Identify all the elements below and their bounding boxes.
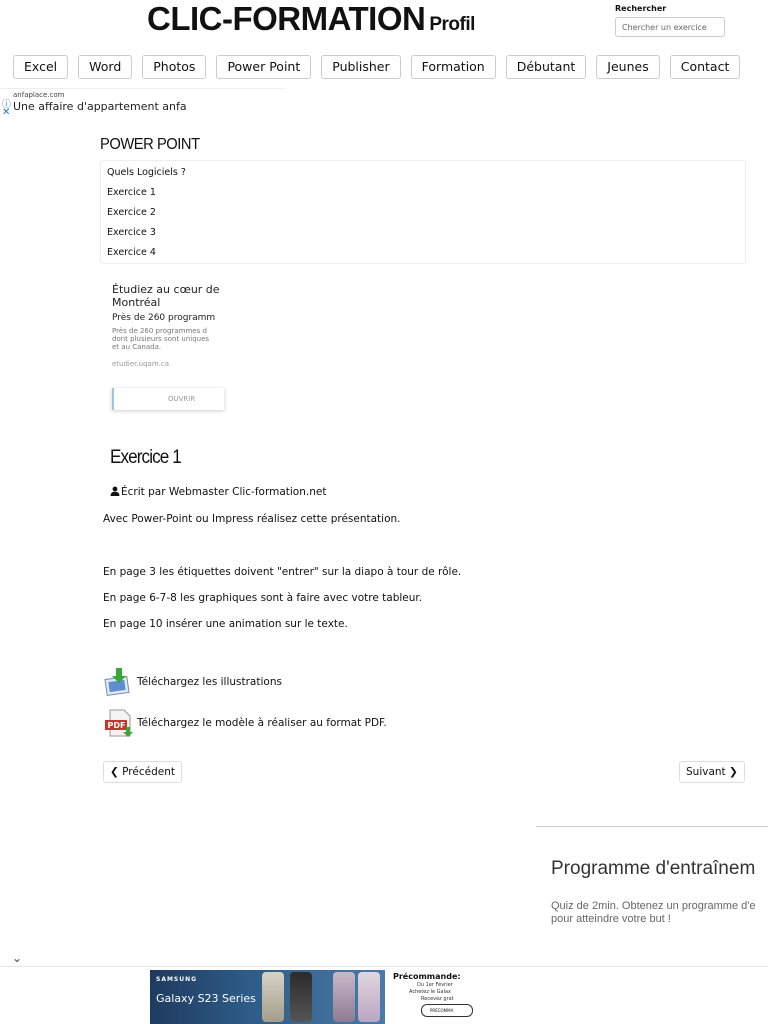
ad-bottom-side-button[interactable]: PRÉCOMMA	[421, 1004, 473, 1017]
menu-item-quels-logiciels[interactable]: Quels Logiciels ?	[107, 167, 186, 178]
download-pdf-text: Téléchargez le modèle à réaliser au format PDF.	[137, 717, 387, 729]
site-logo[interactable]	[147, 0, 475, 38]
collapse-ad-chevron-icon[interactable]: ⌄	[12, 951, 23, 965]
ad-bottom-side[interactable]	[385, 970, 465, 1024]
previous-label: Précédent	[122, 766, 175, 778]
article-paragraph: Avec Power-Point ou Impress réalisez cette présentation.	[103, 513, 401, 525]
ad-middle-desc	[112, 327, 209, 351]
menu-item-exercice-3[interactable]: Exercice 3	[107, 227, 156, 238]
ad-top-text[interactable]: Une affaire d'appartement anfa	[13, 100, 187, 113]
ad-bottom-side-line1: Du 1er Février	[417, 982, 453, 988]
article-author	[110, 486, 326, 498]
bottom-divider	[0, 966, 768, 967]
pdf-file-icon	[104, 709, 134, 737]
download-illustrations-text: Téléchargez les illustrations	[137, 676, 282, 688]
ad-info-icon[interactable]: ⓘ	[2, 100, 12, 110]
nav-contact[interactable]: Contact	[670, 55, 741, 79]
ad-middle-url: etudier.uqam.ca	[112, 360, 169, 368]
download-illustrations-link[interactable]	[104, 668, 282, 696]
download-image-icon	[104, 668, 134, 696]
ad-middle-desc-1: Près de 260 programmes d	[112, 327, 207, 335]
ad-bottom-product: Galaxy S23 Series	[156, 992, 256, 1005]
ad-right-divider	[536, 826, 768, 827]
phone-image	[262, 972, 284, 1022]
nav-photos[interactable]: Photos	[142, 55, 206, 79]
author-text: Écrit par Webmaster Clic-formation.net	[121, 486, 327, 498]
article-paragraph: En page 3 les étiquettes doivent "entrer" sur la diapo à tour de rôle.	[103, 566, 462, 578]
nav-excel[interactable]: Excel	[13, 55, 68, 79]
nav-publisher[interactable]: Publisher	[321, 55, 400, 79]
ad-right-desc-2: pour atteindre votre but !	[551, 913, 671, 925]
article-paragraph: En page 6-7-8 les graphiques sont à faire avec votre tableur.	[103, 592, 423, 604]
svg-text:PDF: PDF	[107, 721, 126, 730]
main-nav	[13, 55, 740, 79]
section-title: POWER POINT	[100, 136, 200, 153]
ad-middle-heading	[112, 283, 220, 309]
search-label: Rechercher	[615, 4, 667, 13]
ad-middle-open-button[interactable]: OUVRIR	[112, 388, 224, 410]
ad-right-desc-1: Quiz de 2min. Obtenez un programme d'e	[551, 900, 756, 912]
search-input[interactable]	[615, 17, 725, 37]
menu-item-exercice-4[interactable]: Exercice 4	[107, 247, 156, 258]
nav-word[interactable]: Word	[78, 55, 132, 79]
next-button[interactable]	[679, 761, 745, 783]
ad-bottom-brand: SAMSUNG	[156, 976, 198, 983]
ad-middle[interactable]	[101, 271, 220, 421]
next-label: Suivant	[686, 766, 726, 778]
logo-suffix: Profil	[429, 14, 475, 35]
nav-jeunes[interactable]: Jeunes	[596, 55, 659, 79]
ad-close-icon[interactable]: ✕	[2, 107, 11, 118]
menu-item-exercice-1[interactable]: Exercice 1	[107, 187, 156, 198]
chevron-right-icon: ❯	[729, 766, 738, 778]
ad-middle-desc-3: et au Canada.	[112, 343, 162, 351]
ad-middle-desc-2: dont plusieurs sont uniques	[112, 335, 210, 343]
ad-top-divider	[0, 88, 286, 89]
nav-power-point[interactable]: Power Point	[216, 55, 311, 79]
ad-bottom-banner[interactable]	[150, 970, 385, 1024]
ad-top-domain[interactable]: anfaplace.com	[13, 91, 65, 99]
ad-middle-heading-2: Montréal	[112, 296, 161, 309]
ad-bottom-side-line2: Achetez le Galax	[409, 989, 451, 995]
download-pdf-link[interactable]	[104, 709, 387, 737]
logo-text: CLIC-FORMATION	[147, 0, 426, 37]
phone-image	[333, 972, 355, 1022]
article-title: Exercice 1	[110, 447, 181, 468]
ad-bottom-side-line3: Recevez grat	[421, 996, 454, 1002]
menu-item-exercice-2[interactable]: Exercice 2	[107, 207, 156, 218]
section-menu	[100, 160, 746, 264]
previous-button[interactable]	[103, 761, 182, 783]
user-icon	[110, 486, 120, 496]
ad-middle-subheading: Près de 260 programm	[112, 313, 216, 323]
ad-bottom-side-title: Précommande:	[393, 972, 461, 981]
phone-image	[358, 972, 380, 1022]
article-paragraph: En page 10 insérer une animation sur le texte.	[103, 618, 348, 630]
ad-right-desc[interactable]	[551, 900, 755, 926]
ad-middle-heading-1: Étudiez au cœur de	[112, 283, 220, 296]
nav-formation[interactable]: Formation	[411, 55, 496, 79]
ad-right-heading[interactable]: Programme d'entraînem	[551, 858, 756, 879]
nav-debutant[interactable]: Débutant	[506, 55, 587, 79]
chevron-left-icon: ❮	[110, 766, 119, 778]
phone-image	[290, 972, 312, 1022]
